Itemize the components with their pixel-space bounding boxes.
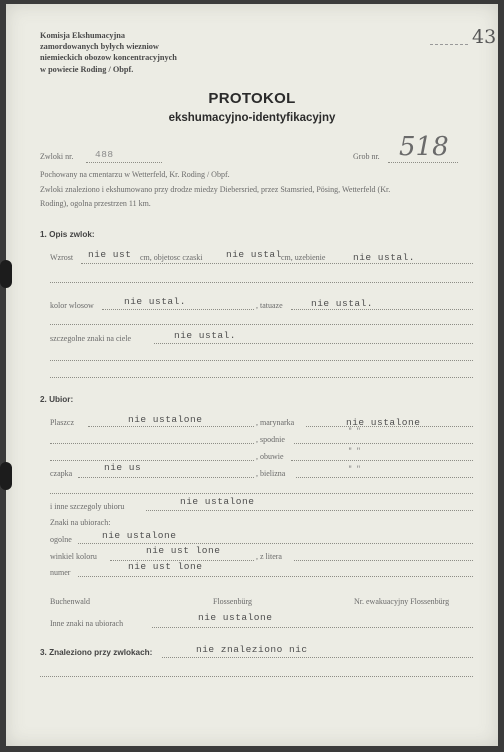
zwloki-label: Zwloki nr. [40,152,74,161]
section-1-heading: 1. Opis zwlok: [40,230,95,239]
plaszcz-label: Plaszcz [50,418,74,427]
winkiel-label: winkiel koloru [50,552,97,561]
binder-hole [0,260,12,288]
grob-line [388,162,458,163]
inne-szczegoly-label: i inne szczegoly ubioru [50,502,125,511]
kolor-label: kolor wlosow [50,301,94,310]
inne-znaki-line [152,627,473,628]
znaleziono-przy-line [162,657,473,658]
spodnie-line [294,443,473,444]
blank-line [50,377,473,378]
blank-line [50,493,473,494]
znaki-cialo-line [154,343,473,344]
bielizna-value: " " [348,466,361,474]
ogolne-line [78,543,473,544]
ogolne-value: nie ustalone [102,530,177,541]
zwloki-line [86,162,162,163]
section-2-heading: 2. Ubior: [40,395,74,404]
buchenwald-label: Buchenwald [50,597,90,606]
litera-line [294,560,473,561]
section-3-heading: 3. Znaleziono przy zwlokach: [40,648,153,657]
marynarka-line [306,426,473,427]
kolor-line [102,309,254,310]
numer-value: nie ust lone [128,561,203,572]
tatuaze-line [291,309,473,310]
document-subtitle: ekshumacyjno-identyfikacyjny [168,112,336,124]
page-number-mark [430,44,468,45]
obuwie-label: , obuwie [256,452,284,461]
flossenburg-label: Flossenbürg [213,597,252,606]
commission-header [40,30,177,75]
czaszka-value: nie ustal [226,249,282,260]
ewakuacyjny-label: Nr. ewakuacyjny Flossenbürg [354,597,450,606]
binder-hole [0,462,12,490]
blank-line [50,460,254,461]
wzrost-line [81,263,473,264]
bielizna-label: , bielizna [256,469,286,478]
numer-line [78,576,473,577]
litera-label: , z litera [256,552,282,561]
header-line: niemieckich obozow koncentracyjnych [40,53,177,63]
header-line: Komisja Ekshumacyjna [40,31,126,40]
ogolne-label: ogolne [50,535,72,544]
wzrost-unit: cm, objetosc czaski [140,253,203,262]
spodnie-label: , spodnie [256,435,285,444]
uzebienie-label: cm, uzebienie [281,253,326,262]
wzrost-value: nie ust [88,249,132,260]
blank-line [50,324,473,325]
uzebienie-value: nie ustal. [353,252,416,263]
marynarka-value: nie ustalone [346,417,421,428]
kolor-value: nie ustal. [124,296,187,307]
znaleziono-text-1: Zwloki znaleziono i ekshumowano przy drodze miedzy Diebersried, przez Stamsried, Pösing, Wetterfeld (Kr. [40,185,391,194]
inne-szczegoly-line [146,510,473,511]
winkiel-value: nie ust lone [146,545,221,556]
znaki-cialo-label: szczegolne znaki na ciele [50,334,132,343]
blank-line [50,443,254,444]
grob-value: 518 [399,132,449,162]
inne-znaki-value: nie ustalone [198,612,273,623]
grob-label: Grob nr. [353,152,380,161]
tatuaze-label: , tatuaze [256,301,283,310]
plaszcz-line [88,426,254,427]
inne-szczegoly-value: nie ustalone [180,496,255,507]
page-number: 43 [472,26,497,48]
czapka-value: nie us [104,462,142,473]
bielizna-line [296,477,473,478]
blank-line [50,360,473,361]
zwloki-value: 488 [95,149,114,160]
blank-line [40,676,473,677]
header-line: w powiecie Roding / Obpf. [40,64,134,74]
znaki-cialo-value: nie ustal. [174,330,237,341]
znaki-ubior-label: Znaki na ubiorach: [50,518,111,527]
header-line: zamordowanych byłych wiezniow [40,42,159,52]
czapka-line [78,477,254,478]
wzrost-label: Wzrost [50,253,74,262]
spodnie-value: " " [348,428,361,436]
document-page [6,4,498,746]
plaszcz-value: nie ustalone [128,414,203,425]
obuwie-value: " " [348,448,361,456]
marynarka-label: , marynarka [256,418,295,427]
inne-znaki-label: Inne znaki na ubiorach [50,619,124,628]
numer-label: numer [50,568,71,577]
znaleziono-text-2: Roding), ogolna przestrzen 11 km. [40,199,151,208]
blank-line [50,282,473,283]
tatuaze-value: nie ustal. [311,298,374,309]
znaleziono-przy-value: nie znaleziono nic [196,644,308,655]
document-title: PROTOKOL [208,90,296,107]
czapka-label: czapka [50,469,73,478]
obuwie-line [291,460,473,461]
pochowany-text: Pochowany na cmentarzu w Wetterfeld, Kr. Roding / Obpf. [40,170,230,179]
